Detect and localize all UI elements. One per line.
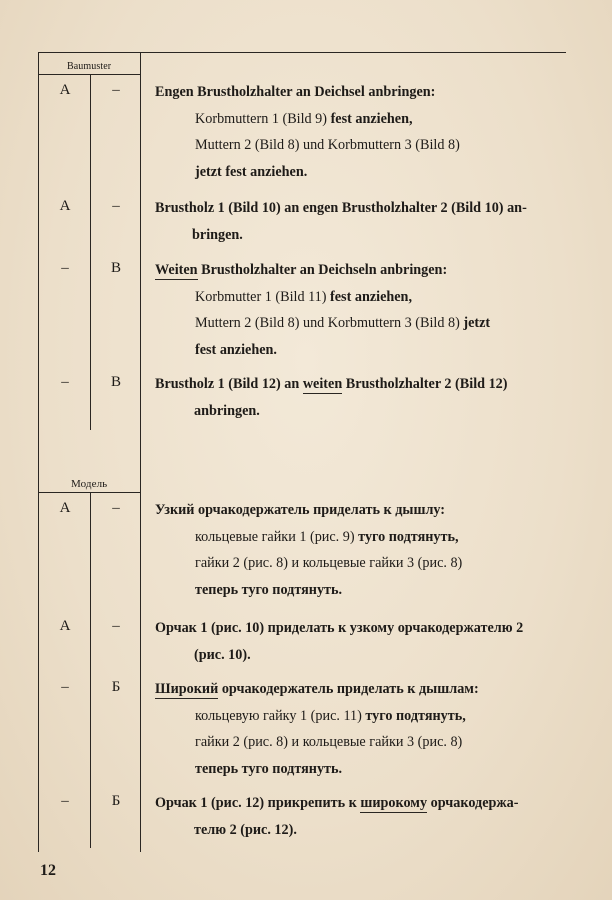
- instruction-line: [194, 822, 297, 839]
- instruction-text: гайки 2 (рис. 8) и кольцевые гайки 3 (рис. 8): [195, 555, 463, 571]
- instruction-text: орчакодержатель приделать к дышлам:: [218, 681, 479, 697]
- instruction-line: [155, 502, 445, 519]
- instruction-text: Muttern 2 (Bild 8) und Korbmuttern 3 (Bild 8): [195, 137, 460, 153]
- instruction-text: jetzt: [463, 315, 491, 331]
- instruction-line: [155, 795, 519, 812]
- instruction-text: Орчак 1 (рис. 10) приделать к узкому орчакодержателю 2: [155, 620, 524, 636]
- instruction-text: гайки 2 (рис. 8) и кольцевые гайки 3 (рис. 8): [195, 734, 463, 750]
- instruction-line: [155, 376, 507, 393]
- model-cell-b: –: [112, 500, 120, 516]
- underlined-emphasis: широкому: [360, 795, 428, 811]
- instruction-line: [194, 403, 260, 420]
- model-cell-a: –: [61, 793, 69, 809]
- instruction-text: Узкий орчакодержатель приделать к дышлу:: [155, 502, 446, 518]
- header-under-rule: [38, 74, 140, 75]
- model-cell-a: А: [59, 500, 71, 516]
- instruction-line: [155, 84, 435, 101]
- model-cell-a: A: [59, 82, 71, 98]
- table-left-rule: [38, 52, 39, 852]
- column-header-model: Модель: [71, 478, 108, 490]
- instruction-text: fest anziehen.: [195, 341, 277, 358]
- instruction-line: [155, 262, 447, 279]
- instruction-text: Brustholz 1 (Bild 10) an engen Brustholzhalter 2 (Bild 10) an-: [155, 200, 527, 216]
- instruction-line: [195, 164, 307, 181]
- instruction-text: Engen Brustholzhalter an Deichsel anbringen:: [155, 84, 436, 100]
- instruction-text: fest anziehen,: [330, 288, 412, 305]
- instruction-text: Brustholzhalter an Deichseln anbringen:: [197, 262, 448, 278]
- instruction-text: кольцевую гайку 1 (рис. 11): [195, 707, 366, 724]
- model-cell-b: Б: [111, 679, 121, 695]
- instruction-line: [192, 227, 243, 244]
- instruction-text: теперь туго подтянуть.: [195, 760, 343, 777]
- instruction-text: bringen.: [192, 226, 243, 243]
- model-column-rule-russian: [90, 492, 91, 848]
- instruction-text: теперь туго подтянуть.: [195, 581, 343, 598]
- page-number: 12: [40, 862, 56, 879]
- model-cell-a: A: [59, 198, 71, 214]
- instruction-line: [155, 681, 479, 698]
- instruction-line: [195, 137, 460, 154]
- underlined-emphasis: Широкий: [155, 681, 219, 697]
- instruction-line: [195, 761, 342, 778]
- column-header-baumuster: Baumuster: [67, 61, 112, 72]
- model-cell-b: –: [112, 198, 120, 214]
- underlined-emphasis: weiten: [302, 376, 343, 392]
- model-cell-a: –: [61, 679, 69, 695]
- instruction-line: [195, 342, 277, 359]
- instruction-text: fest anziehen,: [330, 110, 413, 127]
- instruction-text: jetzt fest anziehen.: [195, 163, 308, 180]
- instruction-text: Korbmutter 1 (Bild 11): [195, 288, 331, 305]
- instruction-text: орчакодержа-: [427, 795, 519, 811]
- instruction-text: телю 2 (рис. 12).: [194, 821, 297, 838]
- instruction-line: [195, 708, 466, 725]
- instruction-line: [195, 582, 342, 599]
- instruction-text: (рис. 10).: [194, 646, 251, 663]
- table-divider-rule: [140, 52, 141, 852]
- instruction-text: Орчак 1 (рис. 12) прикрепить к: [155, 795, 361, 811]
- instruction-text: Brustholzhalter 2 (Bild 12): [342, 376, 508, 392]
- instruction-line: [195, 289, 412, 306]
- instruction-line: [195, 529, 459, 546]
- instruction-text: Muttern 2 (Bild 8) und Korbmuttern 3 (Bild 8): [195, 315, 464, 331]
- model-cell-b: –: [112, 82, 120, 98]
- model-cell-b: Б: [111, 793, 121, 809]
- instruction-text: туго подтянуть,: [365, 707, 466, 724]
- instruction-text: туго подтянуть,: [358, 528, 459, 545]
- table-top-rule: [38, 52, 566, 53]
- instruction-text: Brustholz 1 (Bild 12) an: [155, 376, 303, 392]
- instruction-line: [155, 620, 523, 637]
- instruction-line: [194, 647, 251, 664]
- header-under-rule-russian: [38, 492, 140, 493]
- instruction-line: [195, 315, 490, 332]
- model-cell-b: B: [110, 374, 121, 390]
- instruction-line: [195, 555, 462, 572]
- underlined-emphasis: Weiten: [155, 262, 198, 278]
- instruction-line: [155, 200, 527, 217]
- instruction-line: [195, 734, 462, 751]
- model-cell-b: –: [112, 618, 120, 634]
- instruction-line: [195, 111, 413, 128]
- model-cell-a: А: [59, 618, 71, 634]
- model-cell-a: –: [61, 374, 69, 390]
- instruction-text: Korbmuttern 1 (Bild 9): [195, 110, 331, 127]
- instruction-text: кольцевые гайки 1 (рис. 9): [195, 528, 359, 545]
- model-column-rule-german: [90, 74, 91, 430]
- model-cell-b: B: [110, 260, 121, 276]
- model-cell-a: –: [61, 260, 69, 276]
- instruction-text: anbringen.: [194, 402, 260, 419]
